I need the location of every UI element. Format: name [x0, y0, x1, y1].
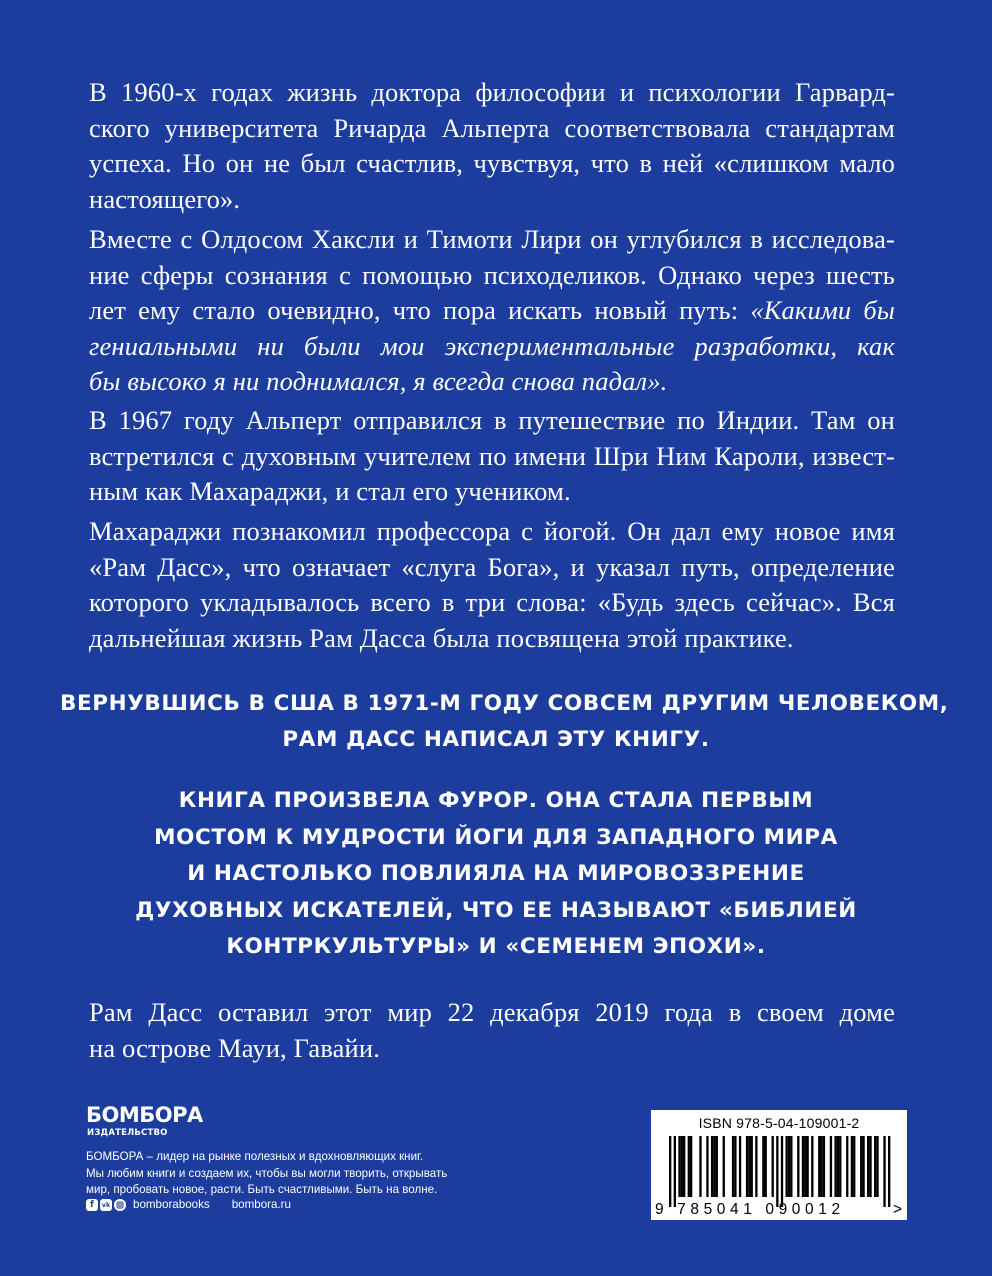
caps-line: ВЕРНУВШИСЬ В США В 1971-М ГОДУ СОВСЕМ ДРУГИМ ЧЕЛОВЕКОМ, [60, 691, 949, 716]
text-line: встретился с духовным учителем по имени Шри Ним Кароли, извест- [89, 440, 895, 471]
barcode-bar [851, 1136, 853, 1197]
barcode-bar [883, 1136, 885, 1207]
text-line: дальнейшая жизнь Рам Дасса была посвящена этой практике. [89, 622, 794, 653]
barcode-bar [776, 1136, 778, 1207]
text-line: Вместе с Олдосом Хаксли и Тимоти Лири он углубился в исследова- [89, 224, 895, 254]
quote-fragment: «Какими бы [750, 295, 895, 325]
barcode-bar [846, 1136, 848, 1197]
description-line: БОМБОРА – лидер на рынке полезных и вдохновляющих книг. [86, 1150, 424, 1163]
text-line: которого укладывалось всего в три слова: «Будь здесь сейчас». Вся [89, 587, 895, 617]
paragraph-maharaji [89, 514, 895, 656]
caps-line: КОНТРКУЛЬТУРЫ» И «СЕМЕНЕМ ЭПОХИ». [226, 934, 766, 959]
barcode-bar [830, 1136, 832, 1197]
highlight-return [60, 686, 949, 758]
barcode-bar [867, 1136, 869, 1197]
paragraph-psychedelics [89, 222, 895, 400]
facebook-icon[interactable]: f [86, 1199, 98, 1211]
barcode-bar [772, 1136, 774, 1197]
barcode-panel [651, 1110, 907, 1220]
barcode-bar [790, 1136, 792, 1197]
barcode-bar [765, 1136, 767, 1197]
barcode-bar [806, 1136, 808, 1197]
text-line: «Рам Дасс», что означает «слуга Бога», и указал путь, определение [89, 551, 895, 582]
quote-line: бы высоко я ни поднимался, я всегда снова падал». [89, 366, 668, 396]
paragraph-india [89, 403, 895, 510]
barcode-bar [802, 1136, 804, 1197]
text-line: Махараджи познакомил профессора с йогой. Он дал ему новое имя [89, 516, 895, 546]
barcode-bar [820, 1136, 822, 1197]
barcode-bar [674, 1136, 676, 1207]
caps-line: КНИГА ПРОИЗВЕЛА ФУРОР. ОНА СТАЛА ПЕРВЫМ [178, 788, 814, 813]
quote-line: гениальными ни были мои экспериментальные разработки, как [89, 330, 895, 361]
barcode-bar [804, 1136, 806, 1197]
paragraph-death [89, 995, 895, 1066]
text-line: В 1960-х годах жизнь доктора философии и психологии Гарвард- [89, 77, 895, 107]
barcode-bar [862, 1136, 864, 1197]
barcode-bar [797, 1136, 799, 1197]
barcode-bar [786, 1136, 788, 1197]
ean-digits: 9 785041 090012 [655, 1201, 845, 1218]
caps-line: РАМ ДАСС НАПИСАЛ ЭТУ КНИГУ. [282, 727, 710, 752]
description-line: Мы любим книги и создаем их, чтобы вы могли творить, открывать [86, 1166, 448, 1180]
barcode-bar [788, 1136, 790, 1197]
barcode-bar [823, 1136, 825, 1197]
barcode-bar [834, 1136, 836, 1197]
barcode-bar [713, 1136, 715, 1197]
social-handle[interactable]: bomborabooks [133, 1198, 210, 1211]
text-line: успеха. Но он не был счастлив, чувствуя, что в ней «слишком мало [89, 148, 895, 178]
barcode-bar [716, 1136, 718, 1197]
text-line: на острове Мауи, Гавайи. [89, 1032, 380, 1063]
caps-line: И НАСТОЛЬКО ПОВЛИЯЛА НА МИРОВОЗЗРЕНИЕ [187, 861, 805, 886]
barcode-bar [751, 1136, 753, 1197]
barcode-bar [876, 1136, 878, 1197]
text-line: В 1967 году Альперт отправился в путешествие по Индии. Там он [89, 405, 895, 435]
barcode-bar [839, 1136, 841, 1197]
barcode-bar [706, 1136, 708, 1197]
barcode-bar [837, 1136, 839, 1197]
barcode-bar [723, 1136, 725, 1197]
description-line: мир, пробовать новое, расти. Быть счастливыми. Быть на волне. [86, 1183, 438, 1196]
barcode-bar [739, 1136, 741, 1197]
text-line: Рам Дасс оставил этот мир 22 декабря 2019 года в своем доме [89, 997, 895, 1027]
barcode-bar [874, 1136, 876, 1197]
barcode-bar [678, 1136, 680, 1197]
barcode-bar [711, 1136, 713, 1197]
barcode-bar [762, 1136, 764, 1197]
barcode-bar [746, 1136, 748, 1197]
paragraph-intro [89, 75, 895, 217]
barcode-bar [699, 1136, 701, 1197]
text-line: ным как Махараджи, и стал его учеником. [89, 476, 571, 506]
barcode-bar [734, 1136, 736, 1197]
highlight-impact [60, 783, 932, 966]
caps-line: МОСТОМ К МУДРОСТИ ЙОГИ ДЛЯ ЗАПАДНОГО МИРА [154, 824, 838, 850]
barcode-bar [681, 1136, 683, 1197]
barcode-bar [748, 1136, 750, 1197]
social-links [86, 1198, 291, 1211]
text-line: ского университета Ричарда Альперта соответствовала стандартам [89, 112, 895, 143]
publisher-description [86, 1149, 466, 1199]
publisher-logo: БОМБОРА [86, 1103, 203, 1127]
text-line: ние сферы сознания с помощью психоделиков. Однако через шесть [89, 259, 895, 290]
barcode-bar [811, 1136, 813, 1197]
barcode-bar [888, 1136, 890, 1207]
website-link[interactable]: bombora.ru [231, 1198, 291, 1211]
publisher-subtitle: ИЗДАТЕЛЬСТВО [87, 1128, 168, 1138]
text-line [89, 293, 895, 329]
instagram-icon[interactable] [114, 1199, 126, 1211]
isbn-label: ISBN 978-5-04-109001-2 [698, 1115, 860, 1131]
barcode-bar [860, 1136, 862, 1197]
barcode-bar [853, 1136, 855, 1197]
barcode-bar [669, 1136, 671, 1207]
barcode-bar [781, 1136, 783, 1207]
barcode-bar [688, 1136, 690, 1197]
ean-arrow: > [893, 1201, 903, 1218]
barcode-bar [818, 1136, 820, 1197]
barcode-bar [755, 1136, 757, 1197]
vk-icon[interactable]: vk [101, 1200, 111, 1209]
barcode-bar [683, 1136, 685, 1197]
barcode-bar [869, 1136, 871, 1197]
barcode-bar [690, 1136, 692, 1197]
barcode-bar [732, 1136, 734, 1197]
text-fragment: лет ему стало очевидно, что пора искать новый путь: [89, 295, 751, 325]
caps-line: ДУХОВНЫХ ИСКАТЕЛЕЙ, ЧТО ЕЕ НАЗЫВАЮТ «БИБЛИЕЙ [135, 897, 857, 923]
text-line: настоящего». [89, 183, 241, 214]
